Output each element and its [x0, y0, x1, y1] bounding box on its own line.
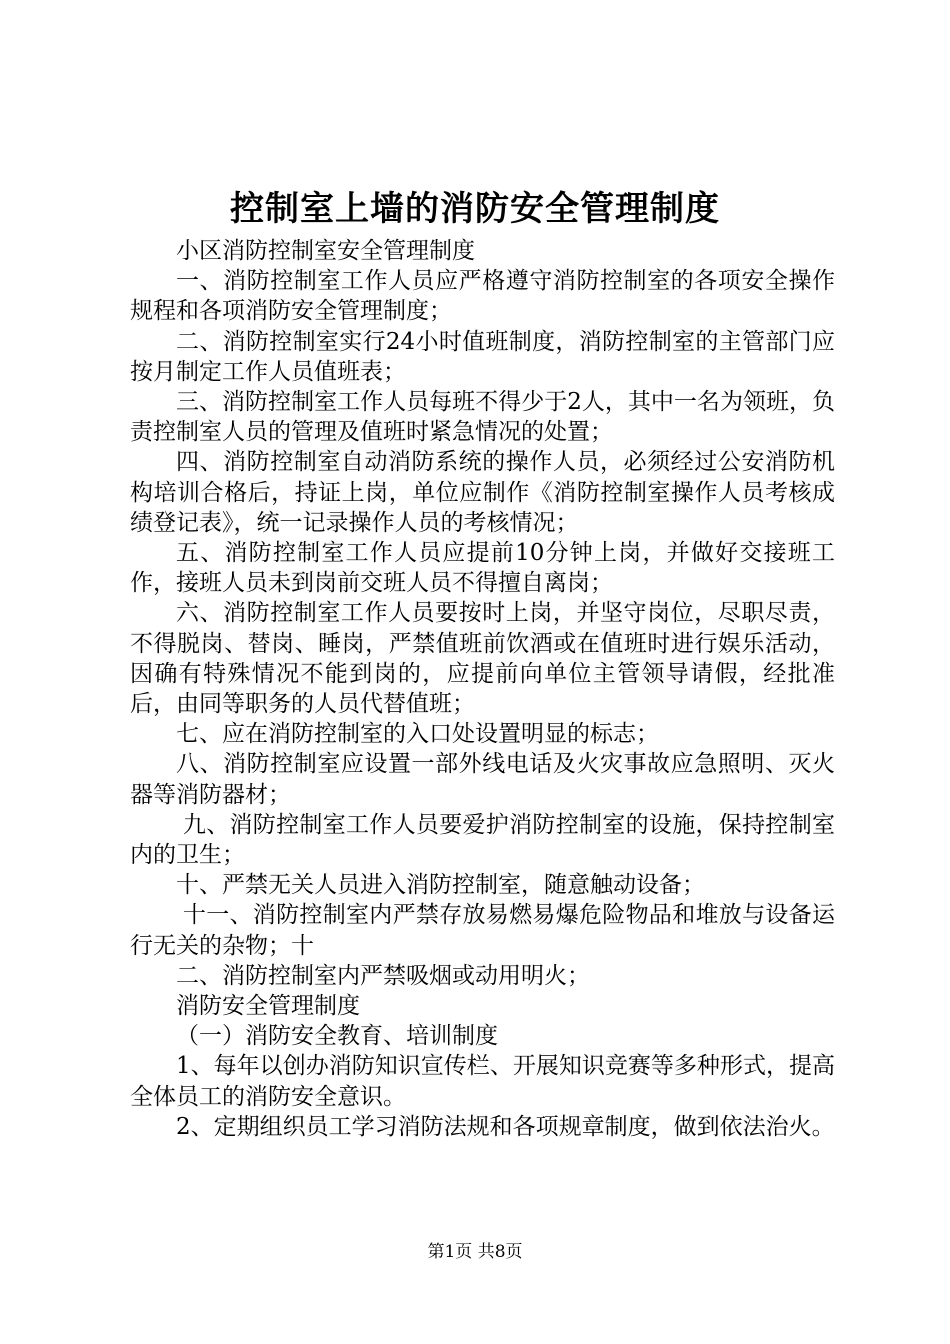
- paragraph-rule-3: 三、消防控制室工作人员每班不得少于2人，其中一名为领班，负责控制室人员的管理及值班时紧急情况的处置；: [130, 389, 835, 446]
- paragraph-item-1: 1、每年以创办消防知识宣传栏、开展知识竞赛等多种形式，提高全体员工的消防安全意识。: [130, 1053, 835, 1110]
- paragraph-rule-6: 六、消防控制室工作人员要按时上岗，并坚守岗位，尽职尽责，不得脱岗、替岗、睡岗，严禁值班前饮酒或在值班时进行娱乐活动，因确有特殊情况不能到岗的，应提前向单位主管领导请假，经批准后，由同等职务的人员代替值班；: [130, 600, 835, 718]
- page-footer: 第1页 共8页: [427, 1242, 523, 1262]
- paragraph-rule-8: 八、消防控制室应设置一部外线电话及火灾事故应急照明、灭火器等消防器材；: [130, 751, 835, 808]
- document-title: 控制室上墙的消防安全管理制度: [230, 189, 720, 229]
- paragraph-rule-5: 五、消防控制室工作人员应提前10分钟上岗，并做好交接班工作，接班人员未到岗前交班人员不得擅自离岗；: [130, 540, 835, 597]
- paragraph-rule-2: 二、消防控制室实行24小时值班制度，消防控制室的主管部门应按月制定工作人员值班表；: [130, 328, 835, 385]
- paragraph-rule-1: 一、消防控制室工作人员应严格遵守消防控制室的各项安全操作规程和各项消防安全管理制度；: [130, 268, 835, 325]
- paragraph-rule-7: 七、应在消防控制室的入口处设置明显的标志；: [176, 721, 659, 748]
- paragraph-rule-11: 十一、消防控制室内严禁存放易燃易爆危险物品和堆放与设备运行无关的杂物；十: [130, 902, 835, 959]
- paragraph-intro: 小区消防控制室安全管理制度: [176, 238, 475, 264]
- paragraph-rule-10: 十、严禁无关人员进入消防控制室，随意触动设备；: [176, 872, 705, 899]
- paragraph-rule-9: 九、消防控制室工作人员要爱护消防控制室的设施，保持控制室内的卫生；: [130, 811, 835, 869]
- paragraph-rule-12: 二、消防控制室内严禁吸烟或动用明火；: [176, 962, 590, 989]
- paragraph-rule-4: 四、消防控制室自动消防系统的操作人员，必须经过公安消防机构培训合格后，持证上岗，单位应制作《消防控制室操作人员考核成绩登记表》，统一记录操作人员的考核情况；: [130, 449, 835, 536]
- document-body: [130, 236, 835, 1142]
- paragraph-section-heading: 消防安全管理制度: [176, 993, 360, 1020]
- paragraph-subsection-heading: （一）消防安全教育、培训制度: [176, 1023, 498, 1050]
- paragraph-item-2: 2、定期组织员工学习消防法规和各项规章制度，做到依法治火。: [176, 1113, 835, 1140]
